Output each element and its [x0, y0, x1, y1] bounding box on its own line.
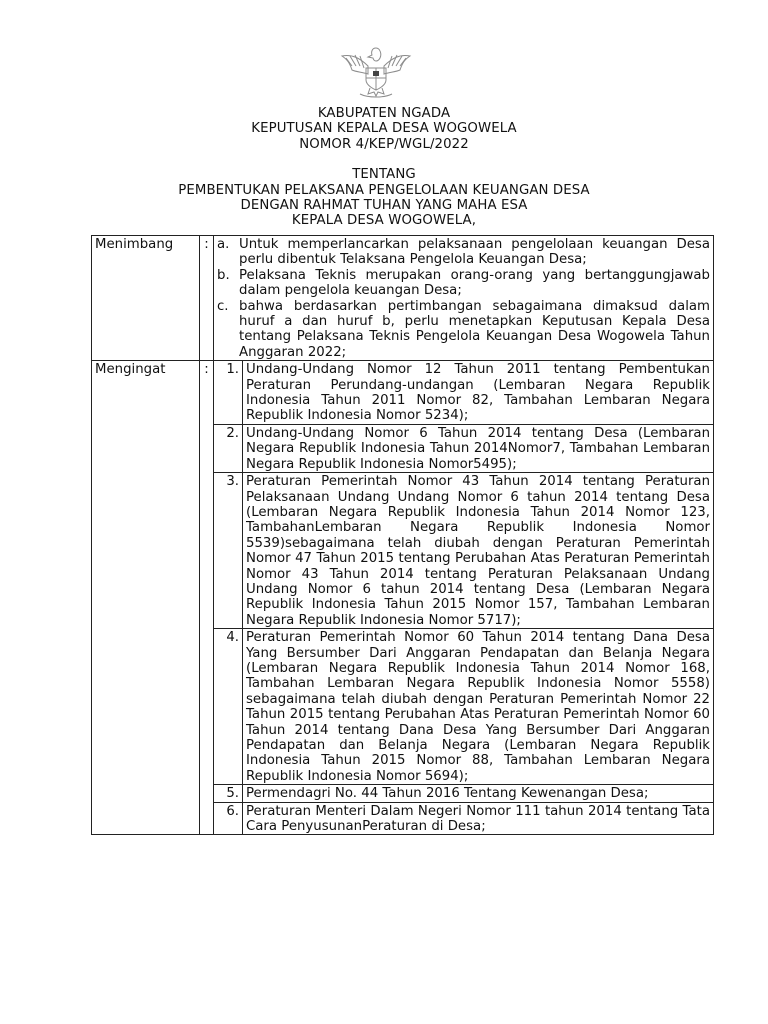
item-text: Peraturan Menteri Dalam Negeri Nomor 111 tahun 2014 tentang Tata Cara PenyusunanPeraturan di Desa; — [243, 802, 714, 835]
list-item — [217, 299, 710, 361]
item-text: Undang-Undang Nomor 12 Tahun 2011 tentang Pembentukan Peraturan Perundang-undangan (Lembaran Negara Republik Indonesia Tahun 2011 Nomor 82, Tambahan Lembaran Negara Republik Indonesia Nomor 5234); — [243, 361, 714, 425]
item-text: bahwa berdasarkan pertimbangan sebagaimana dimaksud dalam huruf a dan huruf b, perlu menetapkan Keputusan Kepala Desa tentang Pelaksana Teknis Pengelola Keuangan Desa Wogowela Tahun Anggaran 2022; — [239, 298, 710, 360]
regency-name: KABUPATEN NGADA — [317, 106, 451, 121]
item-marker: 6. — [214, 802, 243, 835]
list-item — [217, 237, 710, 268]
decree-number: NOMOR 4/KEP/WGL/2022 — [299, 136, 469, 152]
menimbang-items — [214, 236, 714, 361]
list-item — [217, 268, 710, 299]
item-marker: a. — [217, 237, 230, 252]
item-text: Peraturan Pemerintah Nomor 60 Tahun 2014 tentang Dana Desa Yang Bersumber Dari Anggaran Pendapatan dan Belanja Negara (Lembaran Negara Republik Indonesia Tahun 2014 Nomor 168, Tambahan Lembaran Negara Republik Indonesia Nomor 5558) sebagaimana telah diubah dengan Peraturan Pemerintah Nomor 22 Tahun 2015 tentang Perubahan Atas Peraturan Pemerintah Nomor 60 Tahun 2014 tentang Dana Desa Yang Bersumber Dari Anggaran Pendapatan dan Belanja Negara (Lembaran Negara Republik Indonesia Tahun 2015 Nomor 88, Tambahan Lembaran Negara Republik Indonesia Nomor 5694); — [243, 629, 714, 785]
garuda-emblem-icon — [338, 44, 414, 100]
invocation: DENGAN RAHMAT TUHAN YANG MAHA ESA — [240, 198, 528, 214]
about-heading: TENTANG — [352, 167, 416, 183]
item-marker: 2. — [214, 424, 243, 472]
item-text: Pelaksana Teknis merupakan orang-orang yang bertanggungjawab dalam pengelola keuangan Desa; — [239, 267, 710, 299]
item-text: Undang-Undang Nomor 6 Tahun 2014 tentang Desa (Lembaran Negara Republik Indonesia Tahun 2014Nomor7, Tambahan Lembaran Negara Republik Indonesia Nomor5495); — [243, 424, 714, 472]
item-marker: 3. — [214, 473, 243, 629]
issuer: KEPALA DESA WOGOWELA, — [291, 213, 477, 229]
item-marker: 5. — [214, 785, 243, 802]
item-marker: 4. — [214, 629, 243, 785]
mengingat-label: Mengingat — [92, 361, 200, 835]
item-text: Permendagri No. 44 Tahun 2016 Tentang Kewenangan Desa; — [243, 785, 714, 802]
item-text: Untuk memperlancarkan pelaksanaan pengelolaan keuangan Desa perlu dibentuk Telaksana Pengelola Keuangan Desa; — [239, 237, 710, 268]
item-marker: c. — [217, 298, 229, 314]
item-marker: 1. — [214, 361, 243, 425]
menimbang-label: Menimbang — [92, 236, 200, 361]
mengingat-colon: : — [200, 361, 214, 835]
decree-title: KEPUTUSAN KEPALA DESA WOGOWELA — [251, 121, 517, 137]
menimbang-row — [92, 236, 714, 361]
mengingat-row — [92, 361, 714, 425]
item-marker: b. — [217, 267, 230, 283]
considerations-table — [91, 235, 714, 835]
decree-subject: PEMBENTUKAN PELAKSANA PENGELOLAAN KEUANGAN DESA — [178, 182, 590, 198]
item-text: Peraturan Pemerintah Nomor 43 Tahun 2014 tentang Peraturan Pelaksanaan Undang Undang Nomor 6 tahun 2014 tentang Desa (Lembaran Negara Republik Indonesia Tahun 2014 Nomor 123, TambahanLembaran Negara Republik Indonesia Nomor 5539)sebagaimana telah diubah dengan Peraturan Pemerintah Nomor 47 Tahun 2015 tentang Perubahan Atas Peraturan Pemerintah Nomor 43 Tahun 2014 tentang Peraturan Pelaksanaan Undang Undang Nomor 6 tahun 2014 tentang Desa (Lembaran Negara Republik Indonesia Tahun 2015 Nomor 157, Tambahan Lembaran Negara Republik Indonesia Nomor 5717); — [243, 473, 714, 629]
document-header — [0, 106, 768, 229]
menimbang-colon: : — [200, 236, 214, 361]
